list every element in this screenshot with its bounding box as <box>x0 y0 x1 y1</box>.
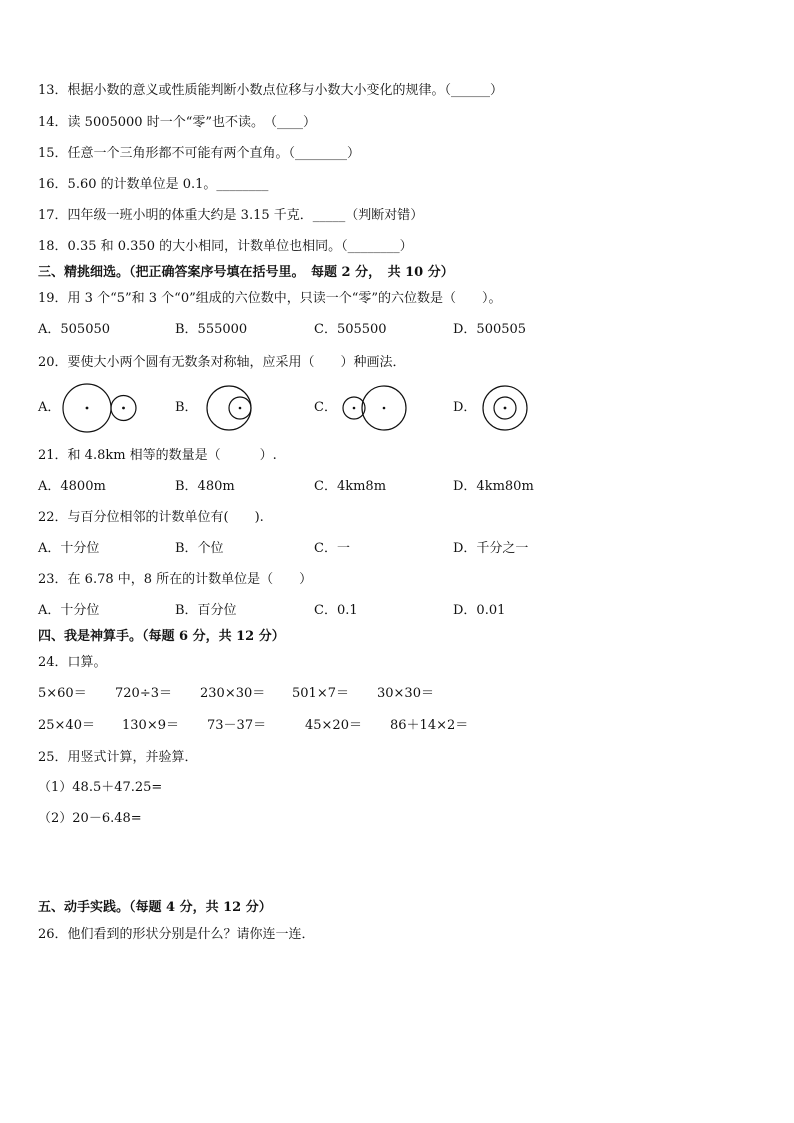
question-13: 13．根据小数的意义或性质能判断小数点位移与小数大小变化的规律。（______） <box>38 83 504 98</box>
q21-option-c: C．4km8m <box>314 479 387 494</box>
mental-calc-10: 86＋14×2＝ <box>390 718 469 733</box>
mental-calc-5: 30×30＝ <box>377 686 434 701</box>
section-3-heading: 三、精挑细选。（把正确答案序号填在括号里。 每题 2 分， 共 10 分） <box>38 265 454 280</box>
q20-option-d: D． <box>453 400 477 415</box>
q21-option-b: B．480m <box>175 479 235 494</box>
q22-option-d: D．千分之一 <box>453 541 529 556</box>
question-22-stem: 22．与百分位相邻的计数单位有( ). <box>38 510 264 525</box>
q21-option-d: D．4km80m <box>453 479 534 494</box>
question-23-stem: 23．在 6.78 中，8 所在的计数单位是（ ） <box>38 572 313 587</box>
question-21-stem: 21．和 4.8km 相等的数量是（ ）. <box>38 448 277 463</box>
q23-option-b: B．百分位 <box>175 603 237 618</box>
q20-figure-b <box>205 382 259 434</box>
q19-option-a: A．505050 <box>38 322 111 337</box>
question-25-item-1: （1）48.5＋47.25= <box>38 780 163 795</box>
question-16: 16．5.60 的计数单位是 0.1。________ <box>38 177 269 192</box>
q19-option-c: C．505500 <box>314 322 387 337</box>
question-18: 18．0.35 和 0.350 的大小相同，计数单位也相同。（________） <box>38 239 413 254</box>
mental-calc-6: 25×40＝ <box>38 718 95 733</box>
question-14: 14．读 5005000 时一个“零”也不读。 （____） <box>38 115 316 130</box>
q22-option-c: C．一 <box>314 541 350 556</box>
q20-option-c: C． <box>314 400 337 415</box>
question-25-stem: 25．用竖式计算，并验算． <box>38 750 198 765</box>
q22-option-b: B．个位 <box>175 541 224 556</box>
mental-calc-1: 5×60＝ <box>38 686 87 701</box>
question-19-stem: 19．用 3 个“5”和 3 个“0”组成的六位数中，只读一个“零”的六位数是（ ）。 <box>38 291 502 306</box>
mental-calc-9: 45×20＝ <box>305 718 362 733</box>
question-20-stem: 20．要使大小两个圆有无数条对称轴，应采用（ ）种画法． <box>38 355 406 370</box>
question-26-stem: 26．他们看到的形状分别是什么？请你连一连． <box>38 927 315 942</box>
question-25-item-2: （2）20－6.48= <box>38 811 142 826</box>
q23-option-c: C．0.1 <box>314 603 358 618</box>
section-4-heading: 四、我是神算手。（每题 6 分，共 12 分） <box>38 629 285 644</box>
q23-option-a: A．十分位 <box>38 603 100 618</box>
mental-calc-2: 720÷3＝ <box>115 686 172 701</box>
mental-calc-7: 130×9＝ <box>122 718 179 733</box>
q20-option-b: B． <box>175 400 198 415</box>
q19-option-b: B．555000 <box>175 322 248 337</box>
question-24-stem: 24．口算。 <box>38 655 107 670</box>
q20-figure-c <box>340 382 410 434</box>
mental-calc-8: 73－37＝ <box>207 718 267 733</box>
mental-calc-4: 501×7＝ <box>292 686 349 701</box>
question-15: 15．任意一个三角形都不可能有两个直角。（________） <box>38 146 361 161</box>
q21-option-a: A．4800m <box>38 479 106 494</box>
q22-option-a: A．十分位 <box>38 541 100 556</box>
question-17: 17．四年级一班小明的体重大约是 3.15 千克．_____（判断对错） <box>38 208 424 223</box>
section-5-heading: 五、动手实践。（每题 4 分，共 12 分） <box>38 900 272 915</box>
q19-option-d: D．500505 <box>453 322 527 337</box>
q20-figure-a <box>60 382 140 434</box>
q20-figure-d <box>480 382 532 434</box>
mental-calc-3: 230×30＝ <box>200 686 266 701</box>
q20-option-a: A． <box>38 400 61 415</box>
q23-option-d: D．0.01 <box>453 603 506 618</box>
